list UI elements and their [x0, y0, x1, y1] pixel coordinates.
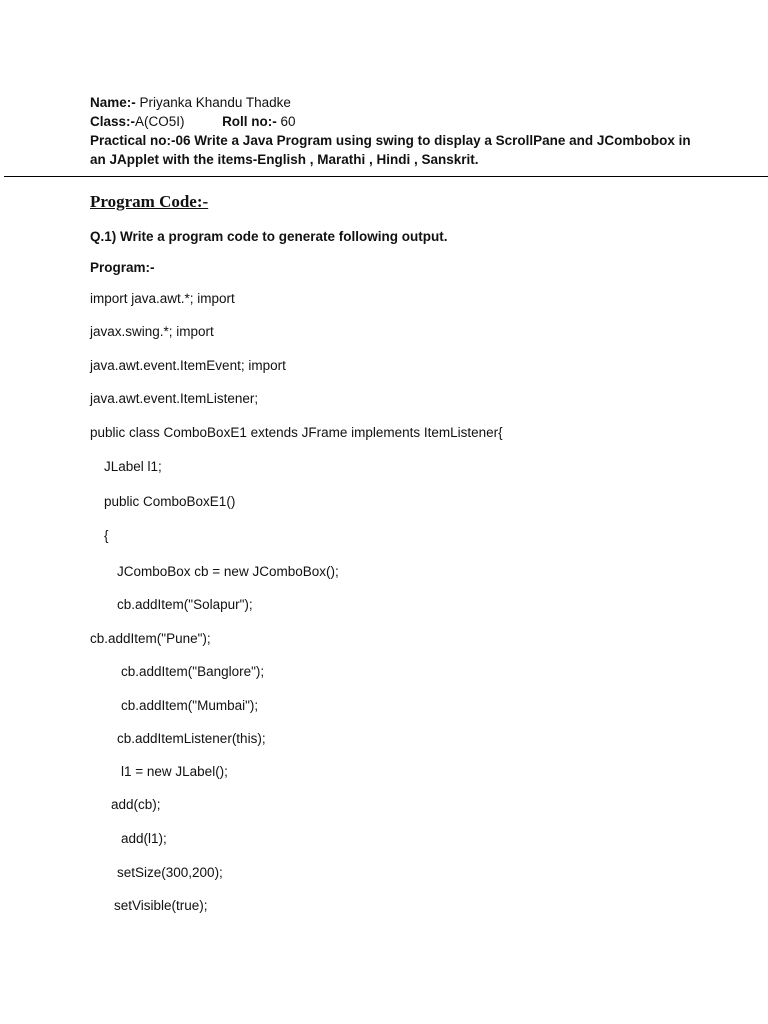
code-line: setVisible(true);: [114, 898, 208, 913]
code-line: cb.addItemListener(this);: [117, 731, 266, 746]
code-line: cb.addItem("Mumbai");: [121, 698, 259, 713]
name-line: [90, 94, 291, 112]
class-label: Class:-: [90, 114, 136, 129]
code-line: public ComboBoxE1(): [104, 494, 236, 509]
practical-line-1: Practical no:-06 Write a Java Program using swing to display a ScrollPane and JCombobox in: [90, 133, 691, 148]
code-line: cb.addItem("Banglore");: [121, 664, 265, 679]
code-line: l1 = new JLabel();: [121, 764, 228, 779]
code-line: java.awt.event.ItemListener;: [90, 391, 259, 406]
code-line: cb.addItem("Pune");: [90, 631, 211, 646]
class-line: [90, 113, 296, 131]
question-heading: Q.1) Write a program code to generate following output.: [90, 229, 448, 244]
roll-label: Roll no:-: [222, 114, 277, 129]
code-line: add(l1);: [121, 831, 167, 846]
code-line: JComboBox cb = new JComboBox();: [117, 564, 339, 579]
program-label: Program:-: [90, 260, 155, 275]
code-line: javax.swing.*; import: [90, 324, 214, 339]
class-value: A(CO5I): [135, 114, 185, 129]
code-line: {: [104, 528, 109, 543]
code-line: JLabel l1;: [104, 459, 162, 474]
section-title: Program Code:-: [90, 192, 209, 211]
code-line: add(cb);: [111, 797, 161, 812]
code-line: cb.addItem("Solapur");: [117, 597, 253, 612]
code-line: setSize(300,200);: [117, 865, 223, 880]
code-line: java.awt.event.ItemEvent; import: [90, 358, 286, 373]
header-divider: [4, 176, 768, 177]
practical-line-2: an JApplet with the items-English , Marathi , Hindi , Sanskrit.: [90, 152, 479, 167]
roll-value: 60: [276, 114, 296, 129]
name-label: Name:-: [90, 95, 136, 110]
name-value: Priyanka Khandu Thadke: [135, 95, 291, 110]
code-line: public class ComboBoxE1 extends JFrame implements ItemListener{: [90, 425, 503, 440]
code-line: import java.awt.*; import: [90, 291, 235, 306]
